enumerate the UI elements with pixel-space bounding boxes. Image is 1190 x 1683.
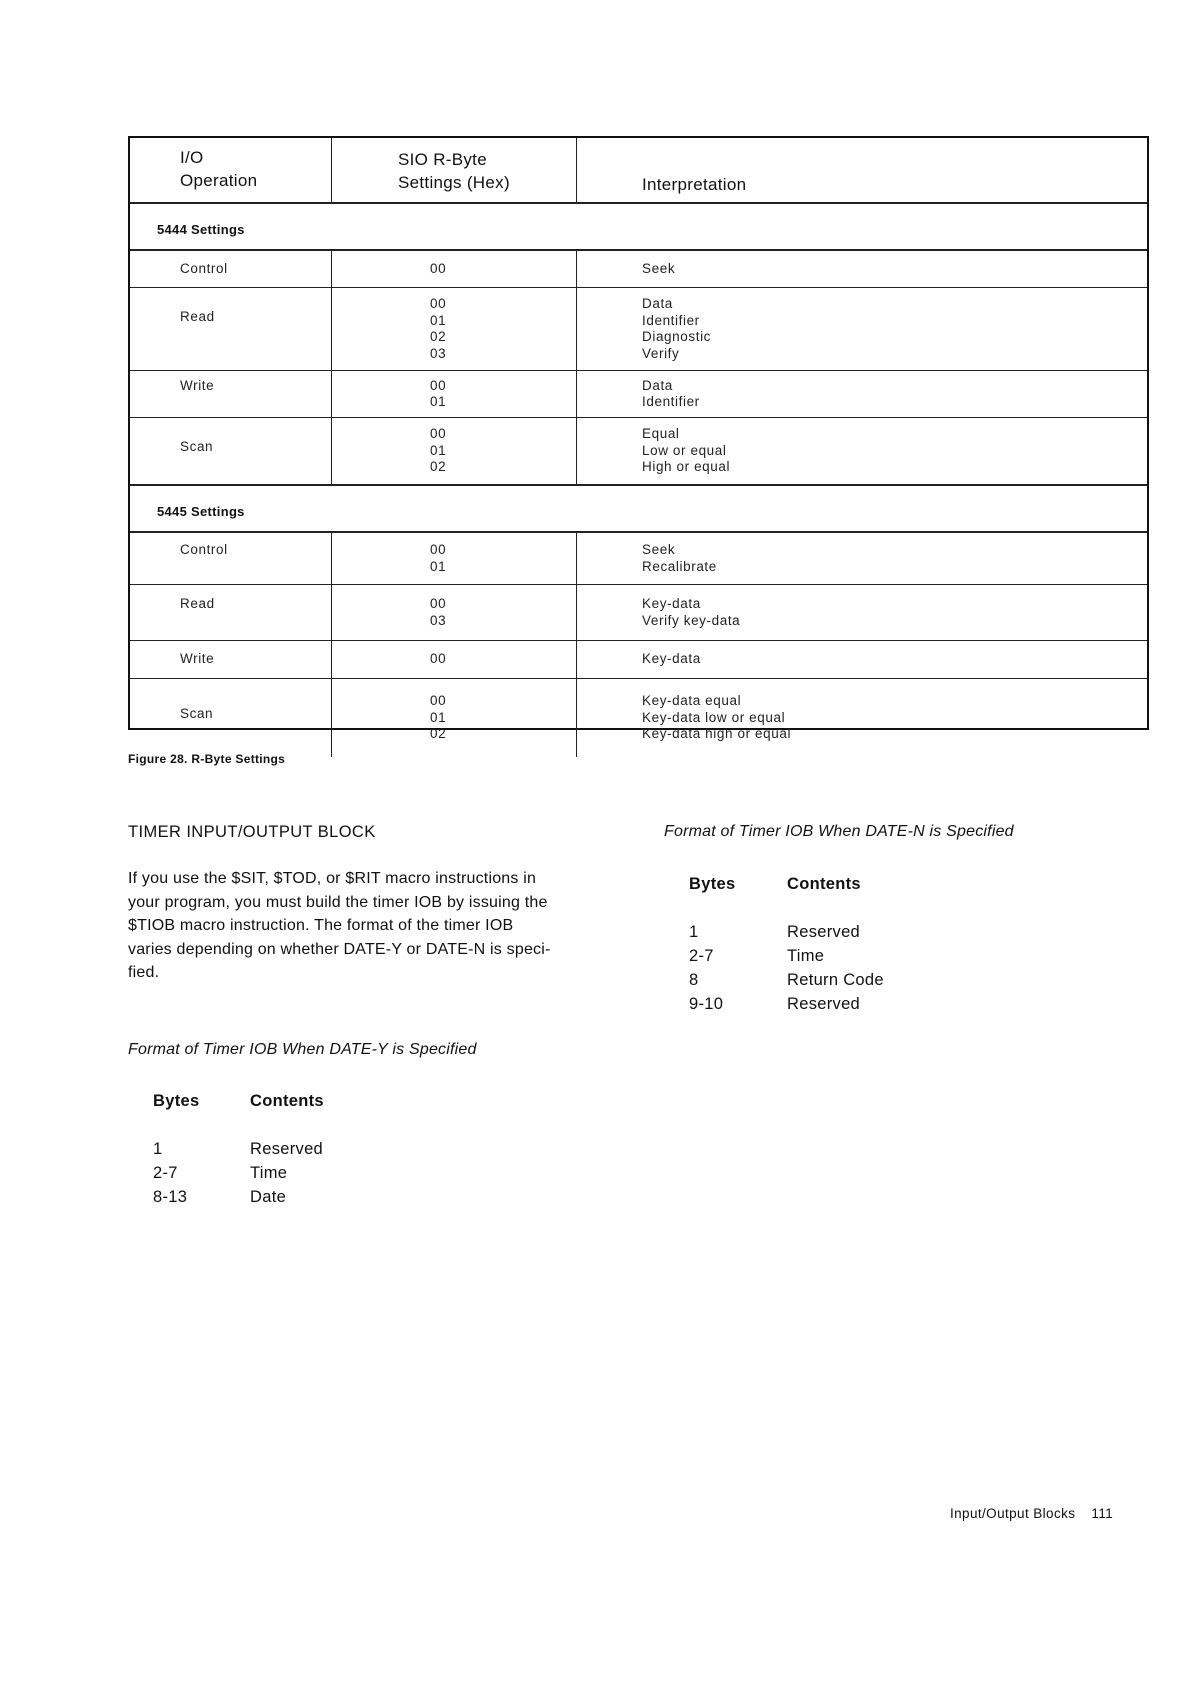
paragraph-line: your program, you must build the timer IOB by issuing the — [128, 893, 548, 911]
interpretation-cell — [642, 596, 740, 629]
header-sio-line2: Settings (Hex) — [398, 173, 510, 192]
column-divider — [331, 416, 332, 484]
interpretation-text: Data — [642, 377, 673, 393]
interpretation-cell — [642, 542, 717, 575]
hex-code: 00 — [430, 542, 447, 557]
paragraph-line: $TIOB macro instruction. The format of the timer IOB — [128, 917, 514, 934]
column-divider — [331, 639, 332, 678]
column-divider — [331, 531, 332, 584]
page-number: 111 — [1091, 1506, 1114, 1521]
interpretation-text: Key-data low or equal — [642, 709, 786, 725]
section-divider — [130, 531, 1147, 533]
hex-code: 00 — [430, 377, 447, 393]
hex-settings-cell — [430, 378, 446, 411]
header-io-operation — [180, 146, 257, 192]
contents-cell: Date — [250, 1188, 287, 1206]
hex-code: 01 — [430, 558, 447, 574]
interpretation-text: High or equal — [642, 459, 731, 475]
section-divider — [130, 249, 1147, 251]
contents-cell: Reserved — [250, 1140, 324, 1158]
hex-code: 00 — [430, 596, 447, 611]
hex-settings-cell — [430, 296, 446, 362]
contents-cell: Return Code — [787, 971, 884, 989]
hex-code: 01 — [430, 312, 447, 328]
contents-header: Contents — [787, 875, 861, 893]
column-divider — [331, 138, 332, 202]
column-divider — [576, 249, 577, 287]
column-divider — [576, 369, 577, 417]
interpretation-text: Recalibrate — [642, 558, 717, 574]
contents-cell: Time — [250, 1164, 288, 1182]
interpretation-text: Seek — [642, 542, 676, 557]
hex-settings-cell — [430, 542, 446, 575]
interpretation-text: Data — [642, 296, 673, 311]
rbyte-settings-table — [128, 136, 1149, 742]
paragraph-line: varies depending on whether DATE-Y or DATE-N is speci- — [128, 940, 551, 958]
io-operation-cell: Write — [180, 377, 215, 393]
header-divider — [130, 202, 1147, 204]
bytes-cell: 2-7 — [689, 947, 714, 965]
interpretation-text: Key-data — [642, 651, 701, 667]
interpretation-text: Verify key-data — [642, 612, 741, 628]
contents-cell: Reserved — [787, 995, 861, 1013]
interpretation-text: Verify — [642, 345, 680, 361]
column-divider — [576, 531, 577, 584]
footer-title: Input/Output Blocks — [950, 1506, 1076, 1521]
interpretation-text: Equal — [642, 426, 680, 442]
hex-code: 00 — [430, 296, 447, 311]
hex-code: 02 — [430, 726, 447, 742]
bytes-cell: 9-10 — [689, 995, 724, 1013]
paragraph-line: fied. — [128, 964, 160, 981]
bytes-cell: 1 — [153, 1140, 163, 1158]
interpretation-cell — [642, 296, 711, 362]
row-divider — [130, 287, 1147, 288]
hex-code: 03 — [430, 345, 447, 361]
row-divider — [130, 370, 1147, 371]
hex-code: 01 — [430, 709, 447, 725]
section-title: 5445 Settings — [157, 504, 245, 519]
column-divider — [331, 583, 332, 640]
bytes-cell: 8-13 — [153, 1188, 188, 1206]
hex-settings-cell — [430, 651, 446, 668]
interpretation-text: Key-data high or equal — [642, 726, 792, 742]
bytes-cell: 8 — [689, 971, 699, 989]
intro-paragraph — [128, 867, 628, 985]
interpretation-cell — [642, 378, 700, 411]
io-operation-cell: Write — [180, 651, 215, 667]
bytes-header: Bytes — [153, 1092, 200, 1110]
hex-code: 01 — [430, 394, 447, 409]
paragraph-line: If you use the $SIT, $TOD, or $RIT macro instructions in — [128, 870, 537, 887]
bytes-cell: 1 — [689, 923, 699, 941]
interpretation-text: Key-data equal — [642, 693, 742, 709]
io-operation-cell: Read — [180, 309, 215, 325]
hex-settings-cell — [430, 426, 446, 476]
column-divider — [331, 677, 332, 757]
interpretation-text: Low or equal — [642, 442, 727, 458]
hex-code: 02 — [430, 459, 447, 475]
column-divider — [576, 138, 577, 202]
interpretation-text: Seek — [642, 260, 676, 276]
io-operation-cell: Control — [180, 542, 228, 557]
column-divider — [331, 369, 332, 417]
hex-code: 01 — [430, 442, 447, 458]
interpretation-text: Key-data — [642, 596, 701, 611]
hex-code: 00 — [430, 651, 447, 667]
row-divider — [130, 417, 1147, 418]
row-divider — [130, 640, 1147, 641]
hex-code: 03 — [430, 612, 447, 628]
column-divider — [576, 677, 577, 757]
bytes-header: Bytes — [689, 875, 736, 893]
contents-header: Contents — [250, 1092, 324, 1110]
figure-caption: Figure 28. R-Byte Settings — [128, 752, 286, 766]
contents-cell: Reserved — [787, 923, 861, 941]
interpretation-cell — [642, 426, 730, 476]
column-divider — [576, 286, 577, 370]
io-operation-cell: Read — [180, 596, 215, 611]
hex-code: 00 — [430, 426, 447, 442]
hex-code: 02 — [430, 329, 447, 344]
contents-cell: Time — [787, 947, 825, 965]
section-heading: TIMER INPUT/OUTPUT BLOCK — [128, 823, 376, 841]
header-sio-settings — [398, 148, 510, 194]
column-divider — [576, 639, 577, 678]
hex-settings-cell — [430, 261, 446, 278]
row-divider — [130, 678, 1147, 679]
column-divider — [576, 416, 577, 484]
interpretation-cell — [642, 693, 791, 743]
page-footer — [950, 1506, 1113, 1521]
format-date-y-title: Format of Timer IOB When DATE-Y is Specified — [128, 1041, 477, 1058]
hex-code: 00 — [430, 693, 447, 709]
hex-settings-cell — [430, 693, 446, 743]
header-interpretation: Interpretation — [642, 175, 747, 194]
row-divider — [130, 584, 1147, 585]
interpretation-text: Diagnostic — [642, 329, 712, 344]
section-title: 5444 Settings — [157, 222, 245, 237]
interpretation-text: Identifier — [642, 312, 700, 328]
interpretation-cell — [642, 651, 701, 668]
format-date-n-title: Format of Timer IOB When DATE-N is Specified — [664, 823, 1014, 840]
io-operation-cell: Control — [180, 260, 228, 276]
row-divider — [130, 484, 1147, 486]
header-io-line2: Operation — [180, 171, 258, 190]
io-operation-cell: Scan — [180, 439, 214, 455]
header-sio-line1: SIO R-Byte — [398, 150, 487, 169]
column-divider — [576, 583, 577, 640]
interpretation-text: Identifier — [642, 394, 700, 409]
bytes-cell: 2-7 — [153, 1164, 178, 1182]
hex-settings-cell — [430, 596, 446, 629]
column-divider — [331, 286, 332, 370]
header-io-line1: I/O — [180, 148, 204, 167]
column-divider — [331, 249, 332, 287]
io-operation-cell: Scan — [180, 706, 214, 722]
hex-code: 00 — [430, 260, 447, 276]
interpretation-cell — [642, 261, 675, 278]
